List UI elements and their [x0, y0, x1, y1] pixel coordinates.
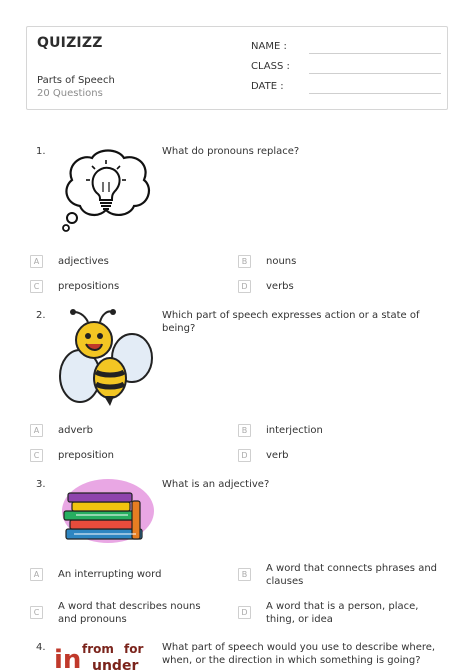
class-field[interactable] [251, 59, 441, 79]
word-in: in [54, 645, 82, 670]
quizizz-logo [37, 35, 103, 51]
option-letter-box: A [30, 424, 43, 437]
option-letter-box: D [238, 606, 251, 619]
date-label: DATE : [251, 81, 284, 92]
name-field[interactable] [251, 39, 441, 59]
q2-option-a[interactable] [30, 422, 230, 437]
name-line[interactable] [309, 53, 441, 54]
option-letter-box: A [30, 568, 43, 581]
class-label: CLASS : [251, 61, 290, 72]
q2-option-c[interactable] [30, 447, 230, 462]
date-field[interactable] [251, 79, 441, 99]
option-letter-box: D [238, 280, 251, 293]
q1-option-c[interactable] [30, 278, 230, 293]
logo-text: QUIZIZZ [37, 35, 103, 51]
date-line[interactable] [309, 93, 441, 94]
q3-option-a[interactable] [30, 566, 230, 581]
option-letter-box: C [30, 606, 43, 619]
question-1-number: 1. [36, 146, 46, 157]
option-letter-box: B [238, 568, 251, 581]
lightbulb-thought-icon [58, 144, 154, 234]
question-3-text: What is an adjective? [162, 479, 270, 490]
question-4-text: What part of speech would you use to describe where, when, or the direction in which something is going? [162, 642, 436, 666]
option-letter-box: A [30, 255, 43, 268]
question-1-text: What do pronouns replace? [162, 146, 300, 157]
option-text: verbs [266, 281, 294, 292]
q1-option-a[interactable] [30, 253, 230, 268]
q3-option-b[interactable] [238, 560, 443, 588]
student-info-fields [251, 39, 441, 99]
option-text: A word that connects phrases and clauses [266, 563, 438, 587]
option-text: An interrupting word [58, 569, 162, 580]
question-2-text: Which part of speech expresses action or a state of being? [162, 310, 420, 334]
word-for: for [124, 642, 144, 656]
question-2-number: 2. [36, 310, 46, 321]
option-text: A word that is a person, place, thing, or idea [266, 601, 419, 625]
question-4-number: 4. [36, 642, 46, 653]
word-from: from [82, 642, 114, 656]
worksheet-header [26, 26, 448, 110]
word-under: under [92, 658, 139, 670]
option-letter-box: B [238, 424, 251, 437]
q1-option-b[interactable] [238, 253, 443, 268]
option-text: A word that describes nouns and pronouns [58, 601, 201, 625]
books-stack-icon [56, 477, 154, 547]
class-line[interactable] [309, 73, 441, 74]
q3-option-c[interactable] [30, 598, 235, 626]
question-3-number: 3. [36, 479, 46, 490]
q2-option-d[interactable] [238, 447, 443, 462]
q3-option-d[interactable] [238, 598, 443, 626]
option-text: nouns [266, 256, 297, 267]
option-text: verb [266, 450, 289, 461]
option-letter-box: B [238, 255, 251, 268]
option-text: prepositions [58, 281, 120, 292]
q2-option-b[interactable] [238, 422, 443, 437]
option-text: adverb [58, 425, 94, 436]
bee-icon [56, 306, 154, 408]
question-count: 20 Questions [37, 88, 103, 99]
option-letter-box: C [30, 280, 43, 293]
option-letter-box: D [238, 449, 251, 462]
q1-option-d[interactable] [238, 278, 443, 293]
option-text: interjection [266, 425, 323, 436]
option-text: preposition [58, 450, 115, 461]
name-label: NAME : [251, 41, 287, 52]
prepositions-words-icon [52, 640, 156, 670]
option-text: adjectives [58, 256, 109, 267]
option-letter-box: C [30, 449, 43, 462]
worksheet-title: Parts of Speech [37, 75, 115, 86]
